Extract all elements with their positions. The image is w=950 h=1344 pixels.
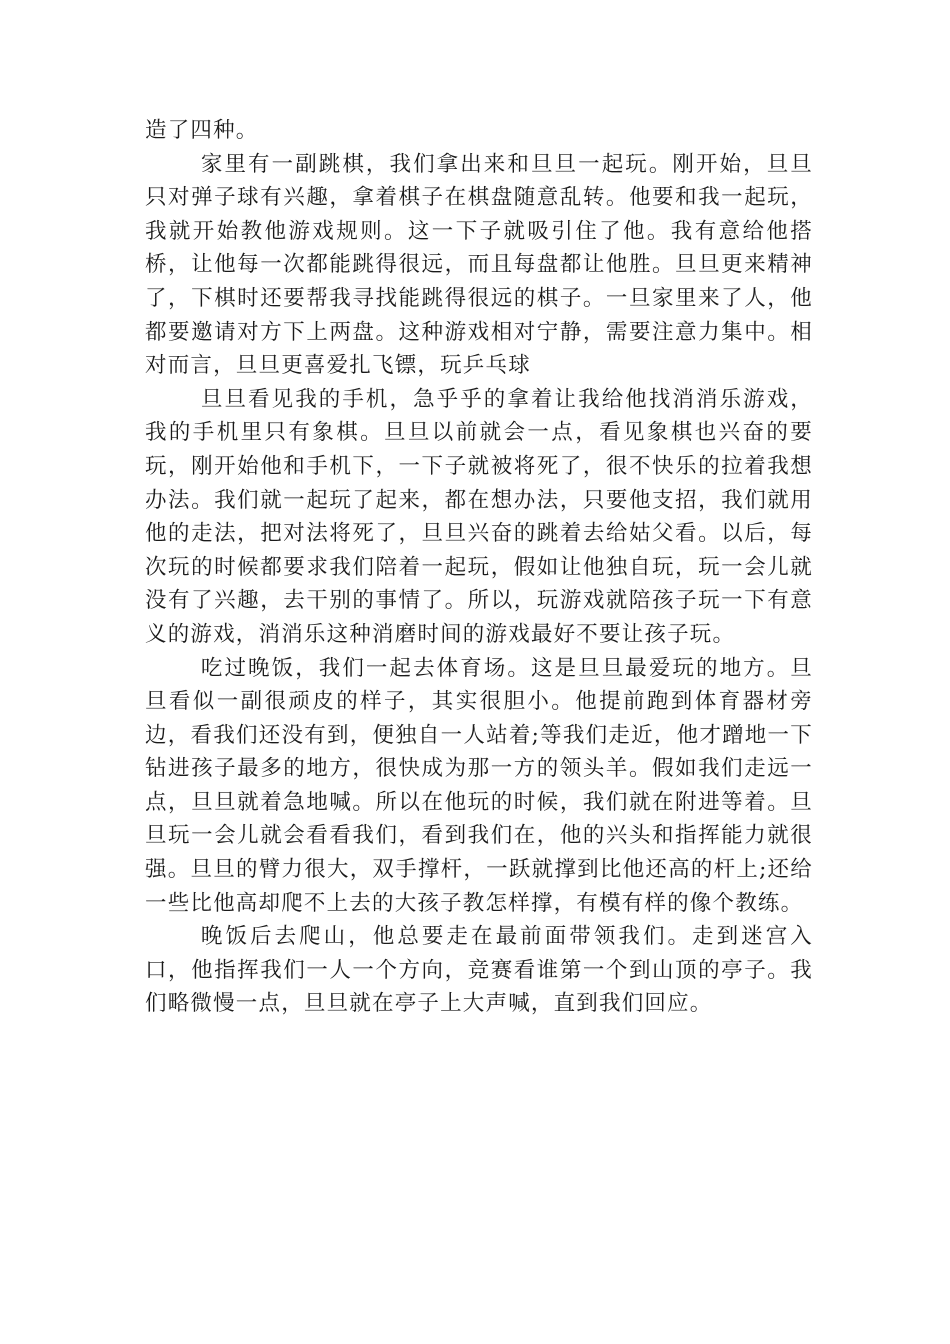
paragraph-2: 家里有一副跳棋，我们拿出来和旦旦一起玩。刚开始，旦旦只对弹子球有兴趣，拿着棋子在棋盘随意乱转。他要和我一起玩，我就开始教他游戏规则。这一下子就吸引住了他。我有意给他搭桥，让他每一次都能跳得很远，而且每盘都让他胜。旦旦更来精神了，下棋时还要帮我寻找能跳得很远的棋子。一旦家里来了人，他都要邀请对方下上两盘。这种游戏相对宁静，需要注意力集中。相对而言，旦旦更喜爱扎飞镖，玩乒乓球	[145, 151, 813, 379]
paragraph-1: 造了四种。	[145, 118, 259, 143]
paragraph-4: 吃过晚饭，我们一起去体育场。这是旦旦最爱玩的地方。旦旦看似一副很顽皮的样子，其实很胆小。他提前跑到体育器材旁边，看我们还没有到，便独自一人站着;等我们走近，他才蹭地一下钻进孩子最多的地方，很快成为那一方的领头羊。假如我们走远一点，旦旦就着急地喊。所以在他玩的时候，我们就在附进等着。旦旦玩一会儿就会看看我们，看到我们在，他的兴头和指挥能力就很强。旦旦的臂力很大，双手撑杆，一跃就撑到比他还高的杆上;还给一些比他高却爬不上去的大孩子教怎样撑，有模有样的像个教练。	[145, 655, 813, 916]
paragraph-5: 晚饭后去爬山，他总要走在最前面带领我们。走到迷宫入口，他指挥我们一人一个方向，竞赛看谁第一个到山顶的亭子。我们略微慢一点，旦旦就在亭子上大声喊，直到我们回应。	[145, 924, 813, 1017]
paragraph-3: 旦旦看见我的手机，急乎乎的拿着让我给他找消消乐游戏，我的手机里只有象棋。旦旦以前就会一点，看见象棋也兴奋的要玩，刚开始他和手机下，一下子就被将死了，很不快乐的拉着我想办法。我们就一起玩了起来，都在想办法，只要他支招，我们就用他的走法，把对法将死了，旦旦兴奋的跳着去给姑父看。以后，每次玩的时候都要求我们陪着一起玩，假如让他独自玩，玩一会儿就没有了兴趣，去干别的事情了。所以，玩游戏就陪孩子玩一下有意义的游戏，消消乐这种消磨时间的游戏最好不要让孩子玩。	[145, 386, 813, 647]
document-body	[145, 114, 813, 1021]
